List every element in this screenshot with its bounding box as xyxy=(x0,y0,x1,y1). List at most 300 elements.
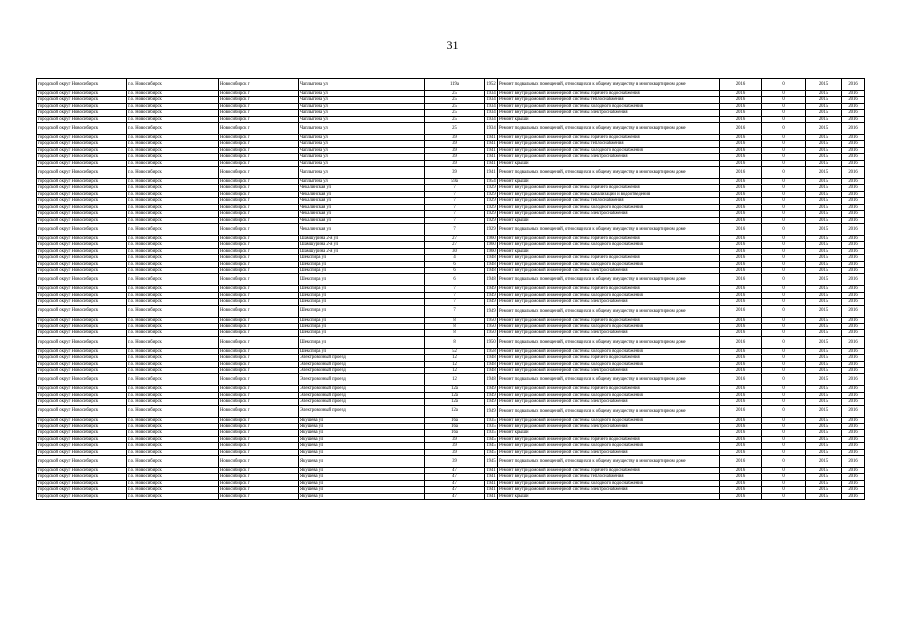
table-body xyxy=(37,79,865,500)
cell-c7: Ремонт внутридомовой инженерной системы электроснабжения xyxy=(498,330,720,336)
cell-c9: 0 xyxy=(762,399,806,405)
cell-c5: 12а xyxy=(425,405,485,417)
cell-c5: 8 xyxy=(425,323,485,329)
cell-c4: Чекалинская ул xyxy=(299,191,425,197)
cell-c9: 0 xyxy=(762,286,806,292)
cell-c9: 0 xyxy=(762,348,806,354)
cell-c2: г.о. Новосибирск xyxy=(127,474,219,480)
cell-c10: 2015 xyxy=(806,261,842,267)
cell-c6: 1941 xyxy=(486,141,496,147)
cell-c11: 2016 xyxy=(842,267,865,273)
cell-c1: городской округ Новосибирск xyxy=(37,405,127,417)
cell-c8: 2016 xyxy=(720,480,762,486)
cell-c9: 0 xyxy=(762,368,806,374)
cell-c1: городской округ Новосибирск xyxy=(37,223,127,235)
cell-c10: 2015 xyxy=(806,141,842,147)
cell-c1: городской округ Новосибирск xyxy=(37,299,127,305)
cell-c8: 2016 xyxy=(720,185,762,191)
cell-c4: Якушева ул xyxy=(299,417,425,423)
cell-c4: Чекалинская ул xyxy=(299,211,425,217)
cell-c3: Новосибирск г xyxy=(219,135,299,141)
cell-c2: г.о. Новосибирск xyxy=(127,123,219,135)
cell-c2: г.о. Новосибирск xyxy=(127,292,219,298)
cell-c5: 12а xyxy=(425,386,485,392)
cell-c4: Якушева ул xyxy=(299,493,425,499)
cell-c5: 27 xyxy=(425,242,485,248)
cell-c10: 2015 xyxy=(806,493,842,499)
cell-c4: Чаплыгина ул xyxy=(299,97,425,103)
cell-c2: г.о. Новосибирск xyxy=(127,79,219,91)
cell-c3: Новосибирск г xyxy=(219,292,299,298)
cell-c10: 2015 xyxy=(806,274,842,286)
cell-c10: 2015 xyxy=(806,103,842,109)
cell-c7: Ремонт внутридомовой инженерной системы горячего водоснабжения xyxy=(498,135,720,141)
cell-c8: 2016 xyxy=(720,374,762,386)
cell-c10: 2015 xyxy=(806,487,842,493)
cell-c4: Якушева ул xyxy=(299,436,425,442)
cell-c5: 7 xyxy=(425,185,485,191)
cell-c6: 1935 xyxy=(486,417,496,423)
cell-c6: 1950 xyxy=(486,317,496,323)
cell-c10: 2015 xyxy=(806,292,842,298)
cell-c5: 6 xyxy=(425,267,485,273)
cell-c6: 1945 xyxy=(485,456,498,468)
cell-c1: городской округ Новосибирск xyxy=(37,235,127,241)
cell-c2: г.о. Новосибирск xyxy=(127,487,219,493)
cell-c10: 2015 xyxy=(806,223,842,235)
cell-c9: 0 xyxy=(762,185,806,191)
cell-c4: Якушева ул xyxy=(299,487,425,493)
cell-c10: 2015 xyxy=(806,255,842,261)
cell-c7: Ремонт внутридомовой инженерной системы горячего водоснабжения xyxy=(498,468,720,474)
cell-c7: Ремонт внутридомовой инженерной системы холодного водоснабжения xyxy=(498,392,720,398)
cell-c8: 2016 xyxy=(720,141,762,147)
cell-c8: 2016 xyxy=(720,292,762,298)
cell-c1: городской округ Новосибирск xyxy=(37,248,127,254)
cell-c2: г.о. Новосибирск xyxy=(127,242,219,248)
cell-c7: Ремонт внутридомовой инженерной системы холодного водоснабжения xyxy=(498,261,720,267)
cell-c8: 2016 xyxy=(720,330,762,336)
cell-c4: Электровозный проезд xyxy=(299,374,425,386)
cell-c7: Ремонт подвальных помещений, относящихся к общему имуществу в многоквартирном доме xyxy=(498,305,720,317)
cell-c4: Чаплыгина ул xyxy=(299,154,425,160)
cell-c4: Якушева ул xyxy=(299,443,425,449)
cell-c3: Новосибирск г xyxy=(219,374,299,386)
cell-c3: Новосибирск г xyxy=(219,405,299,417)
cell-c10: 2015 xyxy=(806,430,842,436)
cell-c1: городской округ Новосибирск xyxy=(37,255,127,261)
cell-c6: 1960 xyxy=(486,235,496,241)
cell-c9: 0 xyxy=(762,223,806,235)
cell-c3: Новосибирск г xyxy=(219,348,299,354)
cell-c4: Чаплыгина ул xyxy=(299,160,425,166)
cell-c5: 7 xyxy=(425,191,485,197)
cell-c6: 1941 xyxy=(486,480,496,486)
cell-c1: городской округ Новосибирск xyxy=(37,261,127,267)
cell-c5: 6 xyxy=(425,261,485,267)
cell-c11: 2016 xyxy=(842,493,865,499)
table-row xyxy=(37,493,865,499)
cell-c1: городской округ Новосибирск xyxy=(37,97,127,103)
cell-c6: 1950 xyxy=(486,330,496,336)
cell-c9: 0 xyxy=(762,191,806,197)
cell-c1: городской округ Новосибирск xyxy=(37,436,127,442)
cell-c2: г.о. Новосибирск xyxy=(127,386,219,392)
cell-c3: Новосибирск г xyxy=(219,487,299,493)
cell-c2: г.о. Новосибирск xyxy=(127,330,219,336)
cell-c7: Ремонт крыши xyxy=(498,217,720,223)
table-row xyxy=(37,336,865,348)
cell-c1: городской округ Новосибирск xyxy=(37,317,127,323)
cell-c4: Электровозный проезд xyxy=(299,386,425,392)
cell-c9: 0 xyxy=(762,242,806,248)
cell-c11: 2016 xyxy=(842,430,865,436)
cell-c8: 2016 xyxy=(720,211,762,217)
cell-c6: 1934 xyxy=(486,103,496,109)
cell-c3: Новосибирск г xyxy=(219,141,299,147)
cell-c2: г.о. Новосибирск xyxy=(127,374,219,386)
cell-c2: г.о. Новосибирск xyxy=(127,235,219,241)
cell-c11: 2016 xyxy=(842,198,865,204)
cell-c7: Ремонт внутридомовой инженерной системы канализации и водоотведения xyxy=(498,191,720,197)
cell-c8: 2016 xyxy=(720,468,762,474)
table-row xyxy=(37,79,865,91)
cell-c4: Чаплыгина ул xyxy=(299,116,425,122)
cell-c11: 2016 xyxy=(842,399,865,405)
cell-c3: Новосибирск г xyxy=(219,223,299,235)
cell-c9: 0 xyxy=(762,436,806,442)
cell-c4: Шамшурина 2-я ул xyxy=(299,248,425,254)
cell-c11: 2016 xyxy=(842,323,865,329)
cell-c4: Электровозный проезд xyxy=(299,392,425,398)
cell-c3: Новосибирск г xyxy=(219,242,299,248)
cell-c8: 2016 xyxy=(720,160,762,166)
cell-c11: 2016 xyxy=(842,242,865,248)
cell-c7: Ремонт внутридомовой инженерной системы электроснабжения xyxy=(498,267,720,273)
cell-c8: 2016 xyxy=(720,204,762,210)
cell-c3: Новосибирск г xyxy=(219,330,299,336)
cell-c2: г.о. Новосибирск xyxy=(127,436,219,442)
cell-c11: 2016 xyxy=(842,217,865,223)
cell-c7: Ремонт крыши xyxy=(498,179,720,185)
cell-c9: 0 xyxy=(762,355,806,361)
cell-c2: г.о. Новосибирск xyxy=(127,317,219,323)
table-row xyxy=(37,405,865,417)
cell-c1: городской округ Новосибирск xyxy=(37,191,127,197)
cell-c11: 2016 xyxy=(842,179,865,185)
cell-c2: г.о. Новосибирск xyxy=(127,368,219,374)
cell-c6: 1945 xyxy=(486,436,496,442)
cell-c11: 2016 xyxy=(842,487,865,493)
cell-c3: Новосибирск г xyxy=(219,468,299,474)
cell-c5: 12а xyxy=(425,399,485,405)
cell-c8: 2016 xyxy=(720,368,762,374)
cell-c4: Якушева ул xyxy=(299,480,425,486)
table-row xyxy=(37,424,865,430)
cell-c3: Новосибирск г xyxy=(219,493,299,499)
cell-c4: Якушева ул xyxy=(299,430,425,436)
cell-c6: 1941 xyxy=(486,468,496,474)
cell-c5: 12 xyxy=(425,355,485,361)
cell-c4: Чекалинская ул xyxy=(299,204,425,210)
cell-c1: городской округ Новосибирск xyxy=(37,79,127,91)
cell-c5: 47 xyxy=(425,480,485,486)
cell-c1: городской округ Новосибирск xyxy=(37,487,127,493)
cell-c10: 2015 xyxy=(806,147,842,153)
cell-c4: Чаплыгина ул xyxy=(299,110,425,116)
cell-c10: 2015 xyxy=(806,336,842,348)
cell-c2: г.о. Новосибирск xyxy=(127,179,219,185)
cell-c2: г.о. Новосибирск xyxy=(127,103,219,109)
table-row xyxy=(37,386,865,392)
cell-c1: городской округ Новосибирск xyxy=(37,198,127,204)
cell-c1: городской округ Новосибирск xyxy=(37,185,127,191)
cell-c6: 1949 xyxy=(486,292,496,298)
cell-c4: Якушева ул xyxy=(299,468,425,474)
cell-c9: 0 xyxy=(762,468,806,474)
cell-c5: 47 xyxy=(425,487,485,493)
cell-c8: 2016 xyxy=(720,348,762,354)
cell-c11: 2016 xyxy=(842,374,865,386)
cell-c9: 0 xyxy=(762,456,806,468)
cell-c4: Шекспира ул xyxy=(299,299,425,305)
cell-c6: 1945 xyxy=(486,443,496,449)
cell-c11: 2016 xyxy=(842,261,865,267)
cell-c10: 2015 xyxy=(806,242,842,248)
cell-c6: 1958 xyxy=(486,348,496,354)
table-row xyxy=(37,123,865,135)
cell-c7: Ремонт внутридомовой инженерной системы горячего водоснабжения xyxy=(498,286,720,292)
cell-c11: 2016 xyxy=(842,135,865,141)
cell-c10: 2015 xyxy=(806,91,842,97)
cell-c6: 1948 xyxy=(486,361,496,367)
cell-c3: Новосибирск г xyxy=(219,191,299,197)
cell-c9: 0 xyxy=(762,323,806,329)
cell-c1: городской округ Новосибирск xyxy=(37,330,127,336)
cell-c1: городской округ Новосибирск xyxy=(37,267,127,273)
cell-c9: 0 xyxy=(762,330,806,336)
cell-c9: 0 xyxy=(762,91,806,97)
cell-c7: Ремонт внутридомовой инженерной системы холодного водоснабжения xyxy=(498,323,720,329)
cell-c9: 0 xyxy=(762,135,806,141)
cell-c5: 16а xyxy=(425,424,485,430)
cell-c7: Ремонт внутридомовой инженерной системы электроснабжения xyxy=(498,368,720,374)
cell-c4: Чаплыгина ул xyxy=(299,179,425,185)
cell-c4: Чаплыгина ул xyxy=(299,167,425,179)
cell-c6: 1929 xyxy=(486,191,496,197)
cell-c5: 7 xyxy=(425,198,485,204)
cell-c1: городской округ Новосибирск xyxy=(37,292,127,298)
cell-c9: 0 xyxy=(762,255,806,261)
cell-c11: 2016 xyxy=(842,274,865,286)
cell-c9: 0 xyxy=(762,336,806,348)
cell-c5: 7 xyxy=(425,223,485,235)
cell-c8: 2016 xyxy=(720,179,762,185)
cell-c11: 2016 xyxy=(842,141,865,147)
cell-c3: Новосибирск г xyxy=(219,368,299,374)
cell-c2: г.о. Новосибирск xyxy=(127,443,219,449)
cell-c7: Ремонт внутридомовой инженерной системы холодного водоснабжения xyxy=(498,480,720,486)
cell-c2: г.о. Новосибирск xyxy=(127,97,219,103)
cell-c5: 25 xyxy=(425,110,485,116)
table-row xyxy=(37,392,865,398)
cell-c8: 2016 xyxy=(720,116,762,122)
cell-c7: Ремонт внутридомовой инженерной системы электроснабжения xyxy=(498,154,720,160)
cell-c7: Ремонт внутридомовой инженерной системы электроснабжения xyxy=(498,110,720,116)
cell-c11: 2016 xyxy=(842,286,865,292)
cell-c6: 1934 xyxy=(485,123,498,135)
cell-c2: г.о. Новосибирск xyxy=(127,456,219,468)
cell-c1: городской округ Новосибирск xyxy=(37,368,127,374)
cell-c4: Шекспира ул xyxy=(299,317,425,323)
cell-c5: 25 xyxy=(425,97,485,103)
cell-c6: 1941 xyxy=(486,474,496,480)
cell-c3: Новосибирск г xyxy=(219,79,299,91)
cell-c5: 7 xyxy=(425,217,485,223)
cell-c8: 2016 xyxy=(720,456,762,468)
cell-c3: Новосибирск г xyxy=(219,286,299,292)
cell-c10: 2015 xyxy=(806,436,842,442)
cell-c9: 0 xyxy=(762,480,806,486)
cell-c6: 1941 xyxy=(486,135,496,141)
cell-c5: 39 xyxy=(425,456,485,468)
cell-c3: Новосибирск г xyxy=(219,103,299,109)
cell-c9: 0 xyxy=(762,487,806,493)
cell-c7: Ремонт внутридомовой инженерной системы холодного водоснабжения xyxy=(498,348,720,354)
cell-c3: Новосибирск г xyxy=(219,355,299,361)
cell-c6: 1929 xyxy=(486,204,496,210)
cell-c1: городской округ Новосибирск xyxy=(37,116,127,122)
cell-c9: 0 xyxy=(762,167,806,179)
cell-c8: 2016 xyxy=(720,443,762,449)
cell-c5: 7 xyxy=(425,211,485,217)
cell-c8: 2016 xyxy=(720,317,762,323)
cell-c5: 8 xyxy=(425,317,485,323)
cell-c2: г.о. Новосибирск xyxy=(127,217,219,223)
cell-c5: 39 xyxy=(425,160,485,166)
cell-c11: 2016 xyxy=(842,204,865,210)
cell-c9: 0 xyxy=(762,292,806,298)
cell-c6: 1948 xyxy=(486,368,496,373)
cell-c4: Чекалинская ул xyxy=(299,217,425,223)
cell-c3: Новосибирск г xyxy=(219,217,299,223)
cell-c11: 2016 xyxy=(842,97,865,103)
cell-c9: 0 xyxy=(762,317,806,323)
cell-c4: Чаплыгина ул xyxy=(299,123,425,135)
cell-c1: городской округ Новосибирск xyxy=(37,361,127,367)
cell-c10: 2015 xyxy=(806,191,842,197)
cell-c4: Шамшурина 2-я ул xyxy=(299,242,425,248)
cell-c8: 2016 xyxy=(720,436,762,442)
cell-c1: городской округ Новосибирск xyxy=(37,242,127,248)
cell-c11: 2016 xyxy=(842,255,865,261)
cell-c2: г.о. Новосибирск xyxy=(127,286,219,292)
cell-c2: г.о. Новосибирск xyxy=(127,255,219,261)
cell-c3: Новосибирск г xyxy=(219,235,299,241)
cell-c11: 2016 xyxy=(842,103,865,109)
cell-c6: 1954 xyxy=(486,179,496,185)
cell-c7: Ремонт внутридомовой инженерной системы горячего водоснабжения xyxy=(498,386,720,392)
cell-c8: 2016 xyxy=(720,474,762,480)
cell-c10: 2015 xyxy=(806,123,842,135)
cell-c11: 2016 xyxy=(842,456,865,468)
cell-c3: Новосибирск г xyxy=(219,456,299,468)
cell-c1: городской округ Новосибирск xyxy=(37,167,127,179)
cell-c9: 0 xyxy=(762,179,806,185)
cell-c11: 2016 xyxy=(842,474,865,480)
cell-c2: г.о. Новосибирск xyxy=(127,160,219,166)
cell-c1: городской округ Новосибирск xyxy=(37,305,127,317)
cell-c9: 0 xyxy=(762,449,806,455)
cell-c11: 2016 xyxy=(842,79,865,91)
cell-c7: Ремонт подвальных помещений, относящихся к общему имуществу в многоквартирном доме xyxy=(498,123,720,135)
cell-c4: Шамшурина 2-я ул xyxy=(299,235,425,241)
table-row xyxy=(37,223,865,235)
cell-c9: 0 xyxy=(762,374,806,386)
cell-c1: городской округ Новосибирск xyxy=(37,386,127,392)
cell-c4: Чаплыгина ул xyxy=(299,135,425,141)
cell-c2: г.о. Новосибирск xyxy=(127,223,219,235)
cell-c2: г.о. Новосибирск xyxy=(127,147,219,153)
cell-c7: Ремонт внутридомовой инженерной системы горячего водоснабжения xyxy=(498,355,720,361)
cell-c5: 39 xyxy=(425,135,485,141)
cell-c3: Новосибирск г xyxy=(219,305,299,317)
cell-c8: 2016 xyxy=(720,235,762,241)
cell-c4: Электровозный проезд xyxy=(299,399,425,405)
cell-c3: Новосибирск г xyxy=(219,480,299,486)
cell-c5: 7 xyxy=(425,204,485,210)
cell-c3: Новосибирск г xyxy=(219,167,299,179)
cell-c9: 0 xyxy=(762,217,806,223)
cell-c3: Новосибирск г xyxy=(219,123,299,135)
table-row xyxy=(37,305,865,317)
cell-c9: 0 xyxy=(762,123,806,135)
cell-c11: 2016 xyxy=(842,368,865,374)
cell-c5: 39 xyxy=(425,436,485,442)
cell-c2: г.о. Новосибирск xyxy=(127,299,219,305)
cell-c3: Новосибирск г xyxy=(219,443,299,449)
cell-c3: Новосибирск г xyxy=(219,255,299,261)
cell-c2: г.о. Новосибирск xyxy=(127,336,219,348)
cell-c11: 2016 xyxy=(842,355,865,361)
cell-c2: г.о. Новосибирск xyxy=(127,355,219,361)
cell-c6: 1934 xyxy=(486,110,496,116)
cell-c6: 1941 xyxy=(486,154,496,160)
cell-c5: 39 xyxy=(425,141,485,147)
cell-c11: 2016 xyxy=(842,116,865,122)
cell-c10: 2015 xyxy=(806,185,842,191)
cell-c8: 2016 xyxy=(720,103,762,109)
cell-c10: 2015 xyxy=(806,110,842,116)
cell-c4: Якушева ул xyxy=(299,424,425,430)
cell-c3: Новосибирск г xyxy=(219,261,299,267)
cell-c4: Шекспира ул xyxy=(299,348,425,354)
cell-c5: 8 xyxy=(425,336,485,348)
cell-c3: Новосибирск г xyxy=(219,179,299,185)
cell-c3: Новосибирск г xyxy=(219,147,299,153)
cell-c8: 2016 xyxy=(720,135,762,141)
cell-c8: 2016 xyxy=(720,217,762,223)
cell-c2: г.о. Новосибирск xyxy=(127,91,219,97)
cell-c8: 2016 xyxy=(720,274,762,286)
cell-c11: 2016 xyxy=(842,361,865,367)
cell-c8: 2016 xyxy=(720,191,762,197)
cell-c10: 2015 xyxy=(806,317,842,323)
cell-c1: городской округ Новосибирск xyxy=(37,392,127,398)
cell-c5: 47 xyxy=(425,493,485,499)
cell-c1: городской округ Новосибирск xyxy=(37,123,127,135)
cell-c5: 12а xyxy=(425,392,485,398)
